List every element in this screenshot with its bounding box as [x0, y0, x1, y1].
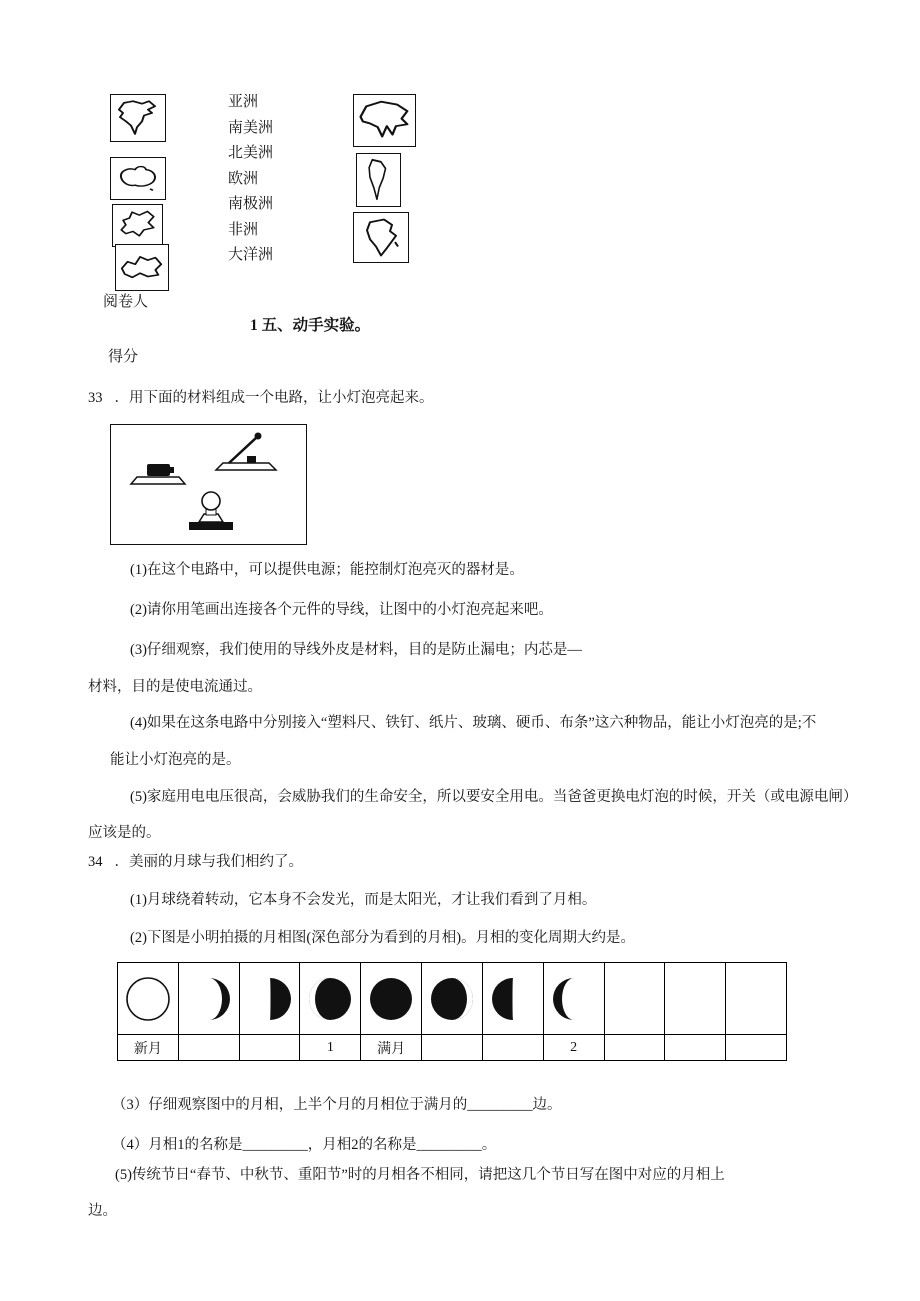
q33-part-3-continued: 材料，目的是使电流通过。	[88, 679, 262, 695]
circuit-figure-drawing	[111, 425, 305, 543]
moon-cell	[483, 963, 544, 1034]
moon-label	[422, 1035, 483, 1060]
moon-phase-crescent-left-icon	[550, 975, 598, 1023]
moon-label: 满月	[361, 1035, 422, 1060]
continent-image-box	[353, 94, 416, 147]
antarctica-map-icon	[118, 247, 166, 288]
grader-label: 阅卷人	[103, 294, 149, 310]
continent-image-box	[112, 204, 163, 247]
continent-labels	[228, 90, 273, 269]
q33-part-4: (4)如果在这条电路中分别接入“塑料尺、铁钉、纸片、玻璃、硬币、布条”这六种物品，能让小灯泡亮的是;不	[130, 715, 817, 731]
moon-cell	[300, 963, 361, 1034]
circuit-materials-figure	[110, 424, 307, 545]
moon-label	[665, 1035, 726, 1060]
moon-label	[726, 1035, 786, 1060]
q34-part-2: (2)下图是小明拍摄的月相图(深色部分为看到的月相)。月相的变化周期大约是。	[130, 930, 636, 946]
moon-cell	[118, 963, 179, 1034]
moon-cell	[361, 963, 422, 1034]
moon-cell	[665, 963, 726, 1034]
question-33-stem	[88, 388, 434, 408]
continent-label: 非洲	[228, 221, 259, 238]
continent-image-box	[110, 157, 166, 200]
moon-label: 2	[544, 1035, 605, 1060]
question-34-stem	[88, 852, 303, 872]
continent-matching-exercise	[110, 88, 530, 294]
moon-phase-new-icon	[124, 975, 172, 1023]
bulb-holder-icon	[189, 492, 233, 530]
q33-part-5: (5)家庭用电电压很高，会威胁我们的生命安全，所以要安全用电。当爸爸更换电灯泡的时候，开关（或电源电闸）	[130, 789, 858, 805]
moon-cell	[422, 963, 483, 1034]
moon-phase-half-right-icon	[246, 975, 294, 1023]
q34-part-1: (1)月球绕着转动，它本身不会发光，而是太阳光，才让我们看到了月相。	[130, 892, 597, 908]
continent-label: 大洋洲	[228, 247, 274, 263]
question-34-number: 34	[88, 854, 103, 870]
moon-phase-table	[117, 962, 787, 1061]
question-33-text: ．用下面的材料组成一个电路，让小灯泡亮起来。	[114, 390, 434, 406]
continent-label: 南美洲	[228, 119, 274, 136]
battery-holder-icon	[131, 464, 185, 484]
south-america-map-icon	[359, 156, 398, 204]
moon-phase-full-icon	[367, 975, 415, 1023]
q34-part-3: （3）仔细观察图中的月相，上半个月的月相位于满月的_________边。	[112, 1097, 562, 1113]
continent-image-box	[110, 94, 166, 142]
q33-part-4-continued: 能让小灯泡亮的是。	[110, 752, 241, 768]
q34-part-4: （4）月相1的名称是_________，月相2的名称是_________。	[112, 1137, 497, 1153]
moon-phase-gibbous-left-icon	[306, 975, 354, 1023]
moon-phase-row	[118, 963, 786, 1035]
continent-image-box	[353, 212, 409, 263]
continent-image-box	[356, 153, 401, 207]
moon-cell	[605, 963, 666, 1034]
switch-icon	[216, 433, 276, 471]
continent-label: 北美洲	[228, 145, 274, 161]
moon-cell	[179, 963, 240, 1034]
continent-label: 欧洲	[228, 170, 259, 187]
africa-map-icon	[356, 215, 406, 260]
oceania-map-icon	[113, 160, 163, 197]
moon-label	[179, 1035, 240, 1060]
moon-label-row	[118, 1035, 786, 1060]
q33-part-5-continued: 应该是的。	[88, 825, 161, 841]
score-label: 得分	[108, 349, 139, 365]
asia-map-icon	[356, 97, 413, 144]
moon-phase-half-left-icon	[489, 975, 537, 1023]
q33-part-2: (2)请你用笔画出连接各个元件的导线，让图中的小灯泡亮起来吧。	[130, 602, 553, 618]
moon-cell	[726, 963, 786, 1034]
europe-map-icon	[115, 207, 160, 244]
north-america-map-icon	[113, 97, 163, 139]
moon-phase-gibbous-right-icon	[428, 975, 476, 1023]
moon-label	[240, 1035, 301, 1060]
moon-cell	[240, 963, 301, 1034]
q34-part-5-continued: 边。	[88, 1203, 117, 1219]
question-34-text: ．美丽的月球与我们相约了。	[114, 854, 303, 870]
q34-part-5: (5)传统节日“春节、中秋节、重阳节”时的月相各不相同，请把这几个节日写在图中对应的月相上	[115, 1167, 725, 1183]
moon-label	[483, 1035, 544, 1060]
continent-label: 亚洲	[228, 94, 259, 110]
continent-label: 南极洲	[228, 196, 274, 212]
moon-cell	[544, 963, 605, 1034]
moon-phase-crescent-right-icon	[185, 975, 233, 1023]
moon-label	[605, 1035, 666, 1060]
q33-part-1: (1)在这个电路中，可以提供电源；能控制灯泡亮灭的器材是。	[130, 562, 524, 578]
q33-part-3: (3)仔细观察，我们使用的导线外皮是材料，目的是防止漏电；内芯是—	[130, 642, 582, 658]
moon-label: 1	[300, 1035, 361, 1060]
section-title: 1 五、动手实验。	[250, 317, 371, 334]
moon-label: 新月	[118, 1035, 179, 1060]
question-33-number: 33	[88, 390, 103, 406]
continent-image-box	[115, 244, 169, 291]
